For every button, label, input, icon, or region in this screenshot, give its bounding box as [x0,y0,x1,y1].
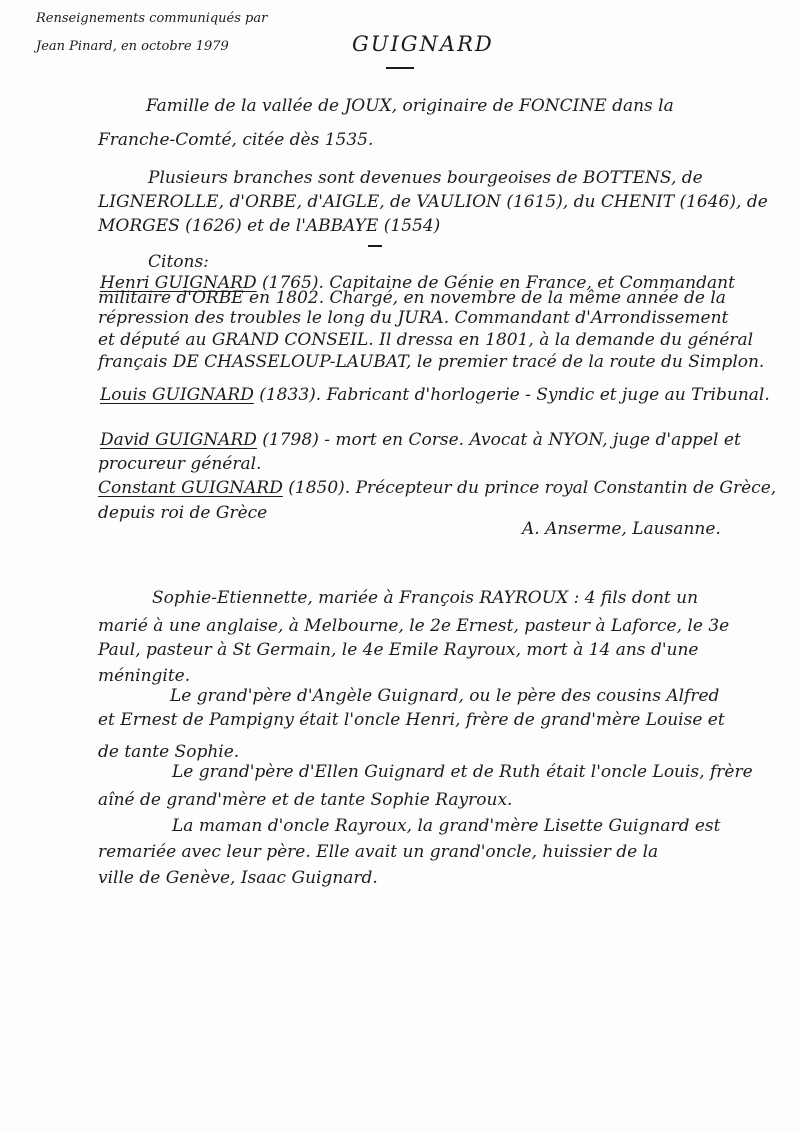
intro-line-5: MORGES (1626) et de l'ABBAYE (1554) [98,216,441,236]
header-note-line2: Jean Pinard, en octobre 1979 [36,39,229,54]
intro-line-4: LIGNEROLLE, d'ORBE, d'AIGLE, de VAULION (1615), du CHENIT (1646), de [98,192,768,212]
intro-line-2: Franche-Comté, citée dès 1535. [98,130,374,150]
header-note-line1: Renseignements communiqués par [36,11,268,26]
person-name-louis: Louis GUIGNARD [100,385,254,405]
citation-constant-line-2: depuis roi de Grèce [98,503,268,523]
citation-henri-line-1: Henri GUIGNARD (1765). Capitaine de Génie en France, et Commandant [100,273,735,293]
title-divider [386,67,414,69]
family-p3-line-2: aîné de grand'mère et de tante Sophie Rayroux. [98,790,513,810]
family-p1-line-1: Sophie-Etiennette, mariée à François RAYROUX : 4 fils dont un [152,588,699,608]
signature: A. Anserme, Lausanne. [522,519,721,539]
family-p2-line-2: et Ernest de Pampigny était l'oncle Henri, frère de grand'mère Louise et [98,710,725,730]
family-p4-line-2: remariée avec leur père. Elle avait un grand'oncle, huissier de la [98,842,659,862]
citations-heading: Citons: [148,252,209,272]
page-title: GUIGNARD [352,32,494,56]
family-p1-line-3: Paul, pasteur à St Germain, le 4e Emile Rayroux, mort à 14 ans d'une [98,640,699,660]
citation-henri-line-5: français DE CHASSELOUP-LAUBAT, le premier tracé de la route du Simplon. [98,352,765,372]
citation-constant-line-1: Constant GUIGNARD (1850). Précepteur du prince royal Constantin de Grèce, [98,478,777,498]
intro-line-1: Famille de la vallée de JOUX, originaire de FONCINE dans la [146,96,674,116]
family-p3-line-1: Le grand'père d'Ellen Guignard et de Ruth était l'oncle Louis, frère [172,762,753,782]
family-p2-line-1: Le grand'père d'Angèle Guignard, ou le père des cousins Alfred [170,686,720,706]
section-divider [368,245,382,247]
family-p1-line-4: méningite. [98,666,191,686]
citation-henri-line-3: répression des troubles le long du JURA. Commandant d'Arrondissement [98,308,729,328]
intro-line-3: Plusieurs branches sont devenues bourgeoises de BOTTENS, de [148,168,703,188]
family-p4-line-3: ville de Genève, Isaac Guignard. [98,868,378,888]
citation-david-line-1: David GUIGNARD (1798) - mort en Corse. Avocat à NYON, juge d'appel et [100,430,741,450]
citation-henri-line-4: et député au GRAND CONSEIL. Il dressa en 1801, à la demande du général [98,330,754,350]
person-name-henri: Henri GUIGNARD [100,273,257,293]
citation-henri-line-2: militaire d'ORBE en 1802. Chargé, en novembre de la même année de la [98,288,726,308]
family-p1-line-2: marié à une anglaise, à Melbourne, le 2e Ernest, pasteur à Laforce, le 3e [98,616,730,636]
person-name-david: David GUIGNARD [100,430,257,450]
family-p4-line-1: La maman d'oncle Rayroux, la grand'mère Lisette Guignard est [172,816,721,836]
citation-louis: Louis GUIGNARD (1833). Fabricant d'horlogerie - Syndic et juge au Tribunal. [100,385,770,405]
family-p2-line-3: de tante Sophie. [98,742,240,762]
citation-david-line-2: procureur général. [98,454,262,474]
person-name-constant: Constant GUIGNARD [98,478,283,498]
